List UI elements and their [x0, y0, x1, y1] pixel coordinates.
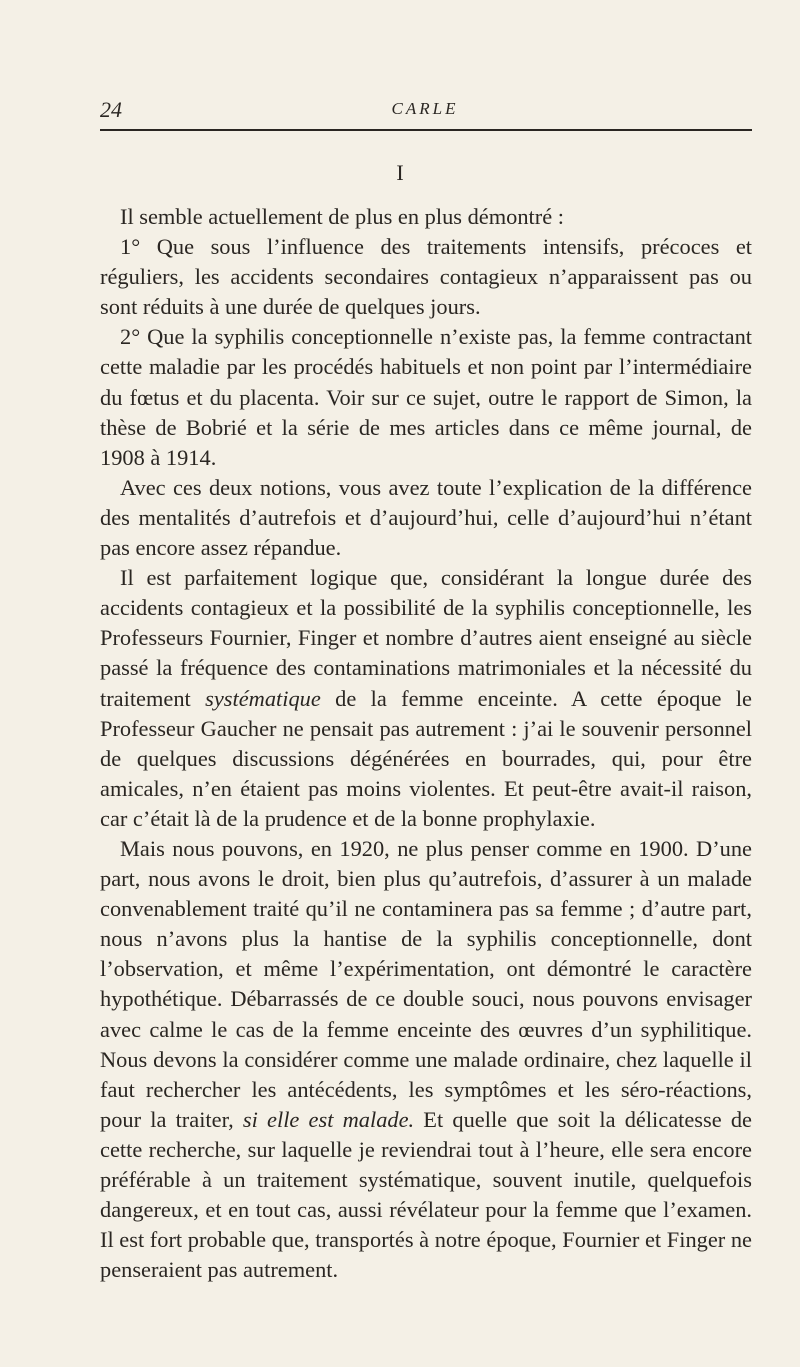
- body-text: [100, 202, 752, 1285]
- paragraph: [100, 834, 752, 1285]
- page-number: 24: [100, 97, 122, 122]
- running-head: [100, 97, 750, 127]
- paragraph-text: Il est parfaitement logique que, considérant la longue durée des accidents contagieux et la possibilité de la syphilis conceptionnelle, les Professeurs Fournier, Finger et nombre d’autres aient enseigné au siècle passé la fréquence des contaminations matrimoniales et la nécessité du traitement: [100, 565, 752, 711]
- paragraph: Il semble actuellement de plus en plus démontré :: [120, 204, 564, 229]
- emphasis-text: systématique: [205, 685, 321, 711]
- section-number: I: [396, 160, 404, 185]
- running-title: CARLE: [391, 99, 459, 118]
- paragraph: 1° Que sous l’influence des traitements intensifs, précoces et réguliers, les accidents secondaires contagieux n’apparaissent pas ou sont réduits à une durée de quelques jours.: [100, 234, 752, 320]
- header-rule: [100, 129, 752, 131]
- paragraph-text: Et quelle que soit la délicatesse de cette recherche, sur laquelle je reviendrai tout à l’heure, elle sera encore préférable à un traitement systématique, souvent inutile, quelquefois dangereux, et en tout cas, aussi révélateur pour la femme que l’examen. Il est fort probable que, transportés à notre époque, Fournier et Finger ne penseraient pas autrement.: [100, 1106, 752, 1283]
- paragraph: [100, 563, 752, 834]
- paragraph-text: Mais nous pouvons, en 1920, ne plus penser comme en 1900. D’une part, nous avons le droit, bien plus qu’autrefois, d’assurer à un malade convenablement traité qu’il ne contaminera pas sa femme ; d’autre part, nous n’avons plus la hantise de la syphilis conceptionnelle, dont l’observation, et même l’expérimentation, ont démontré le caractère hypothétique. Débarrassés de ce double souci, nous pouvons envisager avec calme le cas de la femme enceinte des œuvres d’un syphilitique. Nous devons la considérer comme une malade ordinaire, chez laquelle il faut rechercher les antécédents, les symptômes et les séro-réactions, pour la traiter,: [100, 835, 752, 1132]
- paragraph-text: de la femme enceinte. A cette époque le Professeur Gaucher ne pensait pas autrement : j’ai le souvenir personnel de quelques discussions dégénérées en bourrades, qui, pour être amicales, n’en étaient pas moins violentes. Et peut-être avait-il raison, car c’était là de la prudence et de la bonne prophylaxie.: [100, 685, 752, 831]
- paragraph: 2° Que la syphilis conceptionnelle n’existe pas, la femme contractant cette maladie par les procédés habituels et non point par l’intermédiaire du fœtus et du placenta. Voir sur ce sujet, outre le rapport de Simon, la thèse de Bobrié et la série de mes articles dans ce même journal, de 1908 à 1914.: [100, 324, 752, 470]
- emphasis-text: si elle est malade.: [242, 1106, 415, 1132]
- paragraph: Avec ces deux notions, vous avez toute l’explication de la différence des mentalités d’autrefois et d’aujourd’hui, celle d’aujourd’hui n’étant pas encore assez répandue.: [100, 474, 752, 561]
